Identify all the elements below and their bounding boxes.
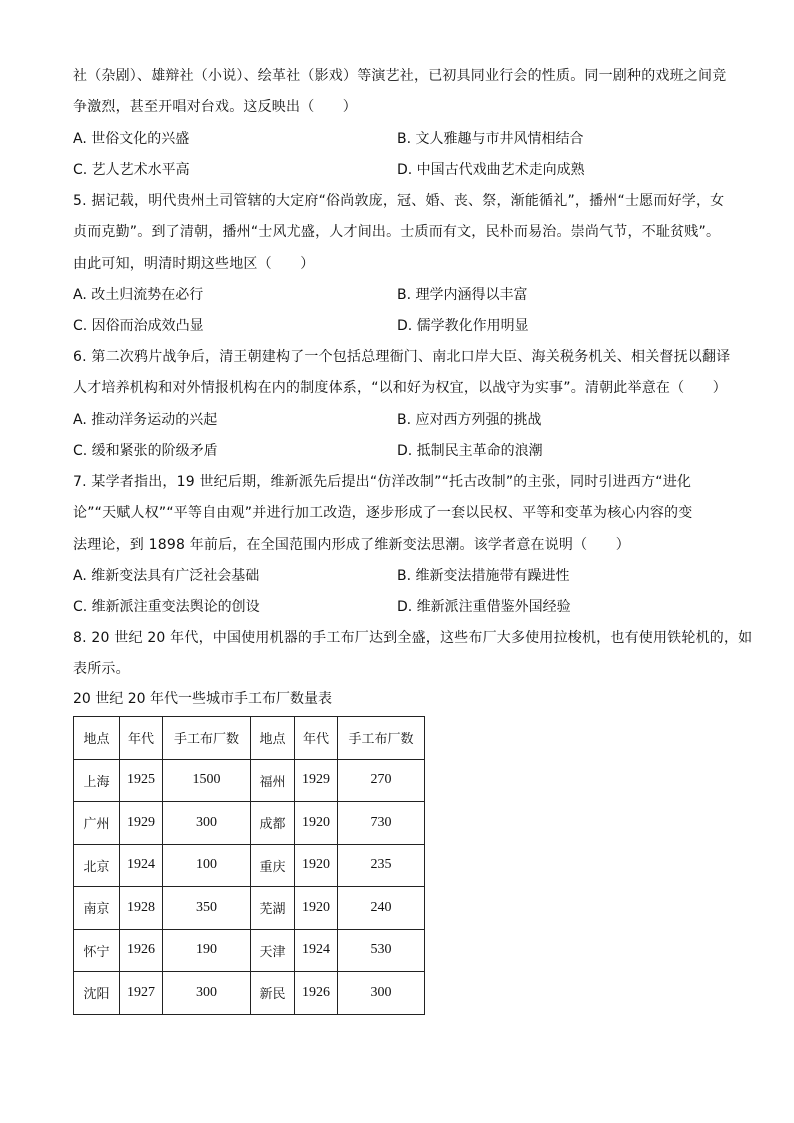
q5-option-a: A. 改土归流势在必行 xyxy=(73,287,204,303)
table-cell: 1920 xyxy=(295,887,338,930)
table-cell: 新民 xyxy=(251,972,295,1015)
q5-stem-line-3: 由此可知，明清时期这些地区（ ） xyxy=(73,256,315,272)
table-cell: 190 xyxy=(163,929,251,972)
table-cell: 300 xyxy=(338,972,425,1015)
q4-option-d: D. 中国古代戏曲艺术走向成熟 xyxy=(397,162,585,178)
header-cell: 年代 xyxy=(120,717,163,760)
table-row xyxy=(74,887,425,930)
header-cell: 地点 xyxy=(74,717,120,760)
q5-option-d: D. 儒学教化作用明显 xyxy=(397,318,529,334)
table-cell: 300 xyxy=(163,972,251,1015)
table-cell: 1924 xyxy=(120,844,163,887)
table-row xyxy=(74,844,425,887)
q4-stem-line-2: 争激烈，甚至开唱对台戏。这反映出（ ） xyxy=(73,99,357,115)
q7-option-a: A. 维新变法具有广泛社会基础 xyxy=(73,568,260,584)
table-cell: 1500 xyxy=(163,759,251,802)
q4-option-a: A. 世俗文化的兴盛 xyxy=(73,131,190,147)
table-row xyxy=(74,802,425,845)
table-cell: 270 xyxy=(338,759,425,802)
table-cell: 1924 xyxy=(295,929,338,972)
table-cell: 南京 xyxy=(74,887,120,930)
q6-stem-line-1: 6. 第二次鸦片战争后，清王朝建构了一个包括总理衙门、南北口岸大臣、海关税务机关、相关督抚以翻译 xyxy=(73,349,731,365)
table-cell: 1920 xyxy=(295,844,338,887)
q5-option-b: B. 理学内涵得以丰富 xyxy=(397,287,528,303)
table-cell: 1929 xyxy=(120,802,163,845)
q8-stem-line-1: 8. 20 世纪 20 年代，中国使用机器的手工布厂达到全盛，这些布厂大多使用拉梭机，也有使用铁轮机的，如 xyxy=(73,630,753,646)
table-caption: 20 世纪 20 年代一些城市手工布厂数量表 xyxy=(73,691,332,707)
q5-stem-line-2: 贞而克勤”。到了清朝，播州“士风尤盛，人才间出。士质而有文，民朴而易治。崇尚气节，不耻贫贱”。 xyxy=(73,224,721,240)
q7-option-d: D. 维新派注重借鉴外国经验 xyxy=(397,599,571,615)
table-cell: 1920 xyxy=(295,802,338,845)
table-cell: 530 xyxy=(338,929,425,972)
q7-option-c: C. 维新派注重变法舆论的创设 xyxy=(73,599,260,615)
q6-option-c: C. 缓和紧张的阶级矛盾 xyxy=(73,443,218,459)
table-cell: 1929 xyxy=(295,759,338,802)
q7-option-b: B. 维新变法措施带有躁进性 xyxy=(397,568,570,584)
q5-stem-line-1: 5. 据记载，明代贵州土司管辖的大定府“俗尚敦庞，冠、婚、丧、祭，渐能循礼”，播州“士愿而好学，女 xyxy=(73,193,725,209)
table-header-row xyxy=(74,717,425,760)
q7-stem-line-3: 法理论，到 1898 年前后，在全国范围内形成了维新变法思潮。该学者意在说明（ ） xyxy=(73,537,630,553)
table-cell: 沈阳 xyxy=(74,972,120,1015)
header-cell: 年代 xyxy=(295,717,338,760)
table-cell: 福州 xyxy=(251,759,295,802)
table-cell: 1925 xyxy=(120,759,163,802)
q6-option-a: A. 推动洋务运动的兴起 xyxy=(73,412,218,428)
table-cell: 芜湖 xyxy=(251,887,295,930)
table-cell: 广州 xyxy=(74,802,120,845)
q4-option-c: C. 艺人艺术水平高 xyxy=(73,162,190,178)
table-cell: 上海 xyxy=(74,759,120,802)
q4-option-b: B. 文人雅趣与市井风情相结合 xyxy=(397,131,584,147)
table-cell: 350 xyxy=(163,887,251,930)
q6-stem-line-2: 人才培养机构和对外情报机构在内的制度体系，“以和好为权宜，以战守为实事”。清朝此举意在（ ） xyxy=(73,380,727,396)
q5-option-c: C. 因俗而治成效凸显 xyxy=(73,318,204,334)
q4-stem-line-1: 社（杂剧）、雄辩社（小说）、绘革社（影戏）等演艺社，已初具同业行会的性质。同一剧种的戏班之间竞 xyxy=(73,68,727,84)
header-cell: 手工布厂数 xyxy=(163,717,251,760)
table-cell: 730 xyxy=(338,802,425,845)
q7-stem-line-2: 论”“天赋人权”“平等自由观”并进行加工改造，逐步形成了一套以民权、平等和变革为核心内容的变 xyxy=(73,505,693,521)
q7-stem-line-1: 7. 某学者指出，19 世纪后期，维新派先后提出“仿洋改制”“托古改制”的主张，同时引进西方“进化 xyxy=(73,474,692,490)
header-cell: 手工布厂数 xyxy=(338,717,425,760)
table-row xyxy=(74,972,425,1015)
table-cell: 1926 xyxy=(120,929,163,972)
table-cell: 北京 xyxy=(74,844,120,887)
table-cell: 240 xyxy=(338,887,425,930)
table-cell: 1926 xyxy=(295,972,338,1015)
q8-stem-line-2: 表所示。 xyxy=(73,661,130,677)
table-cell: 1927 xyxy=(120,972,163,1015)
table-cell: 成都 xyxy=(251,802,295,845)
workshop-count-table xyxy=(73,716,425,1015)
table-cell: 天津 xyxy=(251,929,295,972)
table-cell: 235 xyxy=(338,844,425,887)
table-cell: 1928 xyxy=(120,887,163,930)
header-cell: 地点 xyxy=(251,717,295,760)
table-cell: 重庆 xyxy=(251,844,295,887)
table-cell: 300 xyxy=(163,802,251,845)
table-cell: 100 xyxy=(163,844,251,887)
q6-option-d: D. 抵制民主革命的浪潮 xyxy=(397,443,543,459)
q6-option-b: B. 应对西方列强的挑战 xyxy=(397,412,542,428)
table-row xyxy=(74,929,425,972)
table-cell: 怀宁 xyxy=(74,929,120,972)
table-row xyxy=(74,759,425,802)
